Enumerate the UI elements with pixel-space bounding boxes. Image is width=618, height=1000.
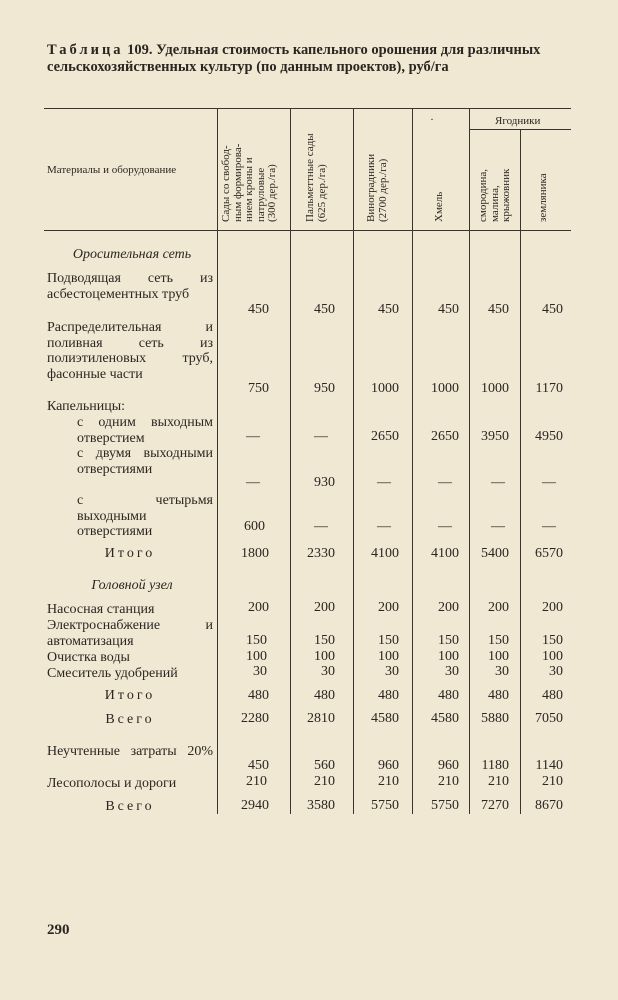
cell: 7050: [535, 711, 563, 726]
cell: 480: [378, 688, 399, 703]
row-label: Очистка воды: [47, 650, 130, 665]
row-label: Лесополосы и дороги: [47, 776, 177, 791]
row-label: Электроснабжение и автоматизация: [47, 618, 213, 649]
cell: 5750: [371, 798, 399, 813]
cell: 5750: [431, 798, 459, 813]
cell: 150: [542, 633, 563, 648]
cell: 210: [488, 774, 509, 789]
cell: 210: [314, 774, 335, 789]
cell: 480: [438, 688, 459, 703]
cell: 450: [438, 302, 459, 317]
cell: 560: [314, 758, 335, 773]
row-label: Капельницы:: [47, 399, 126, 414]
cell: —: [491, 475, 505, 490]
column-header-vineyards: Виноградники (2700 дер./га): [365, 153, 389, 222]
cell: 150: [314, 633, 335, 648]
cell: —: [438, 475, 452, 490]
cell: 4100: [431, 546, 459, 561]
row-label: с двумя выходными отверстиями: [77, 446, 213, 477]
section-irrigation: Оросительная сеть: [72, 247, 192, 262]
cell: 100: [438, 649, 459, 664]
cell: 200: [248, 600, 269, 615]
cell: 960: [378, 758, 399, 773]
column-header-hops: Хмель: [433, 191, 445, 222]
cell: —: [377, 475, 391, 490]
row-label-subtotal: Итого: [104, 546, 156, 561]
cell: 200: [438, 600, 459, 615]
cell: —: [377, 519, 391, 534]
cell: 5880: [481, 711, 509, 726]
cell: 210: [378, 774, 399, 789]
cell: 30: [445, 664, 459, 679]
cell: —: [491, 519, 505, 534]
cell: 150: [246, 633, 267, 648]
row-label: с четырьмя выходными отверстиями: [77, 493, 213, 540]
cell: 960: [438, 758, 459, 773]
cell: 5400: [481, 546, 509, 561]
cell: 210: [246, 774, 267, 789]
cell: —: [438, 519, 452, 534]
cell: 4580: [431, 711, 459, 726]
table-top-rule: [44, 108, 571, 109]
table-caption: [47, 42, 577, 75]
cell: 2650: [371, 429, 399, 444]
cell: 210: [438, 774, 459, 789]
column-header-strawberry: земляника: [537, 173, 549, 222]
header-bottom-rule: [44, 230, 571, 231]
cell: 200: [314, 600, 335, 615]
cell: 930: [314, 475, 335, 490]
cell: 30: [253, 664, 267, 679]
row-label-total: Всего: [105, 712, 155, 727]
cell: 150: [438, 633, 459, 648]
cell: 30: [549, 664, 563, 679]
row-label: Насосная станция: [47, 602, 155, 617]
cell: 450: [248, 758, 269, 773]
cell: 480: [248, 688, 269, 703]
cell: 1140: [535, 758, 563, 773]
cell: 4580: [371, 711, 399, 726]
column-header-currant: смородина, малина, крыжовник: [477, 168, 512, 222]
cell: 3950: [481, 429, 509, 444]
cell: 4100: [371, 546, 399, 561]
berries-group-header: Ягодники: [495, 115, 541, 127]
row-label: Смеситель удобрений: [47, 666, 178, 681]
cell: 100: [246, 649, 267, 664]
cell: 1000: [481, 381, 509, 396]
cell: 100: [314, 649, 335, 664]
cell: 450: [378, 302, 399, 317]
cell: 480: [488, 688, 509, 703]
row-label: Неучтенные затраты 20%: [47, 744, 213, 759]
cell: 450: [488, 302, 509, 317]
cell: 950: [314, 381, 335, 396]
page-number: 290: [47, 922, 70, 938]
cell: 2650: [431, 429, 459, 444]
cell: 480: [542, 688, 563, 703]
cell: 600: [244, 519, 265, 534]
cell: 8670: [535, 798, 563, 813]
cell: 100: [542, 649, 563, 664]
column-rule: [217, 109, 218, 814]
cell: 1180: [481, 758, 509, 773]
caption-text: 109. Удельная стоимость капельного орошения для различных сельскохозяйственных культур (по данным проектов), руб/га: [47, 42, 541, 75]
cell: 100: [378, 649, 399, 664]
row-label: Распределительная и поливная сеть из полиэтиленовых труб, фасонные части: [47, 320, 213, 382]
cell: 150: [378, 633, 399, 648]
row-label-total: Всего: [105, 799, 155, 814]
cell: 4950: [535, 429, 563, 444]
cell: 2810: [307, 711, 335, 726]
cell: 2940: [241, 798, 269, 813]
cell: 450: [542, 302, 563, 317]
cell: 1170: [535, 381, 563, 396]
cell: 2280: [241, 711, 269, 726]
cell: —: [542, 475, 556, 490]
cell: 150: [488, 633, 509, 648]
cell: —: [314, 519, 328, 534]
cell: 30: [385, 664, 399, 679]
cell: 1000: [431, 381, 459, 396]
cell: —: [246, 429, 260, 444]
cell: 480: [314, 688, 335, 703]
cell: 450: [314, 302, 335, 317]
column-rule: [412, 109, 413, 814]
column-rule: [353, 109, 354, 814]
cell: 100: [488, 649, 509, 664]
cell: 200: [378, 600, 399, 615]
cell: 210: [542, 774, 563, 789]
cell: 2330: [307, 546, 335, 561]
cell: 750: [248, 381, 269, 396]
cell: 200: [488, 600, 509, 615]
caption-lead: Таблица: [47, 42, 124, 58]
cell: 30: [495, 664, 509, 679]
cell: —: [314, 429, 328, 444]
cell: —: [246, 475, 260, 490]
column-header-orchards: Сады со свобод- ным формирова- нием кроны и патруловые (300 дер./га): [220, 143, 278, 222]
column-rule: [469, 109, 470, 814]
cell: 30: [321, 664, 335, 679]
column-header-palmette: Пальметтные сады (625 дер./га): [304, 133, 328, 222]
row-label-subtotal: Итого: [104, 688, 156, 703]
row-label: с одним выходным отверстием: [77, 415, 213, 446]
cell: 200: [542, 600, 563, 615]
cell: 3580: [307, 798, 335, 813]
cell: 1800: [241, 546, 269, 561]
materials-header: Материалы и оборудование: [47, 164, 177, 176]
cell: 1000: [371, 381, 399, 396]
column-rule: [290, 109, 291, 814]
row-label: Подводящая сеть из асбестоцементных труб: [47, 271, 213, 302]
cell: 7270: [481, 798, 509, 813]
header-mark: ·: [430, 112, 434, 126]
cell: 450: [248, 302, 269, 317]
cell: —: [542, 519, 556, 534]
section-head-unit: Головной узел: [91, 578, 173, 593]
cell: 6570: [535, 546, 563, 561]
